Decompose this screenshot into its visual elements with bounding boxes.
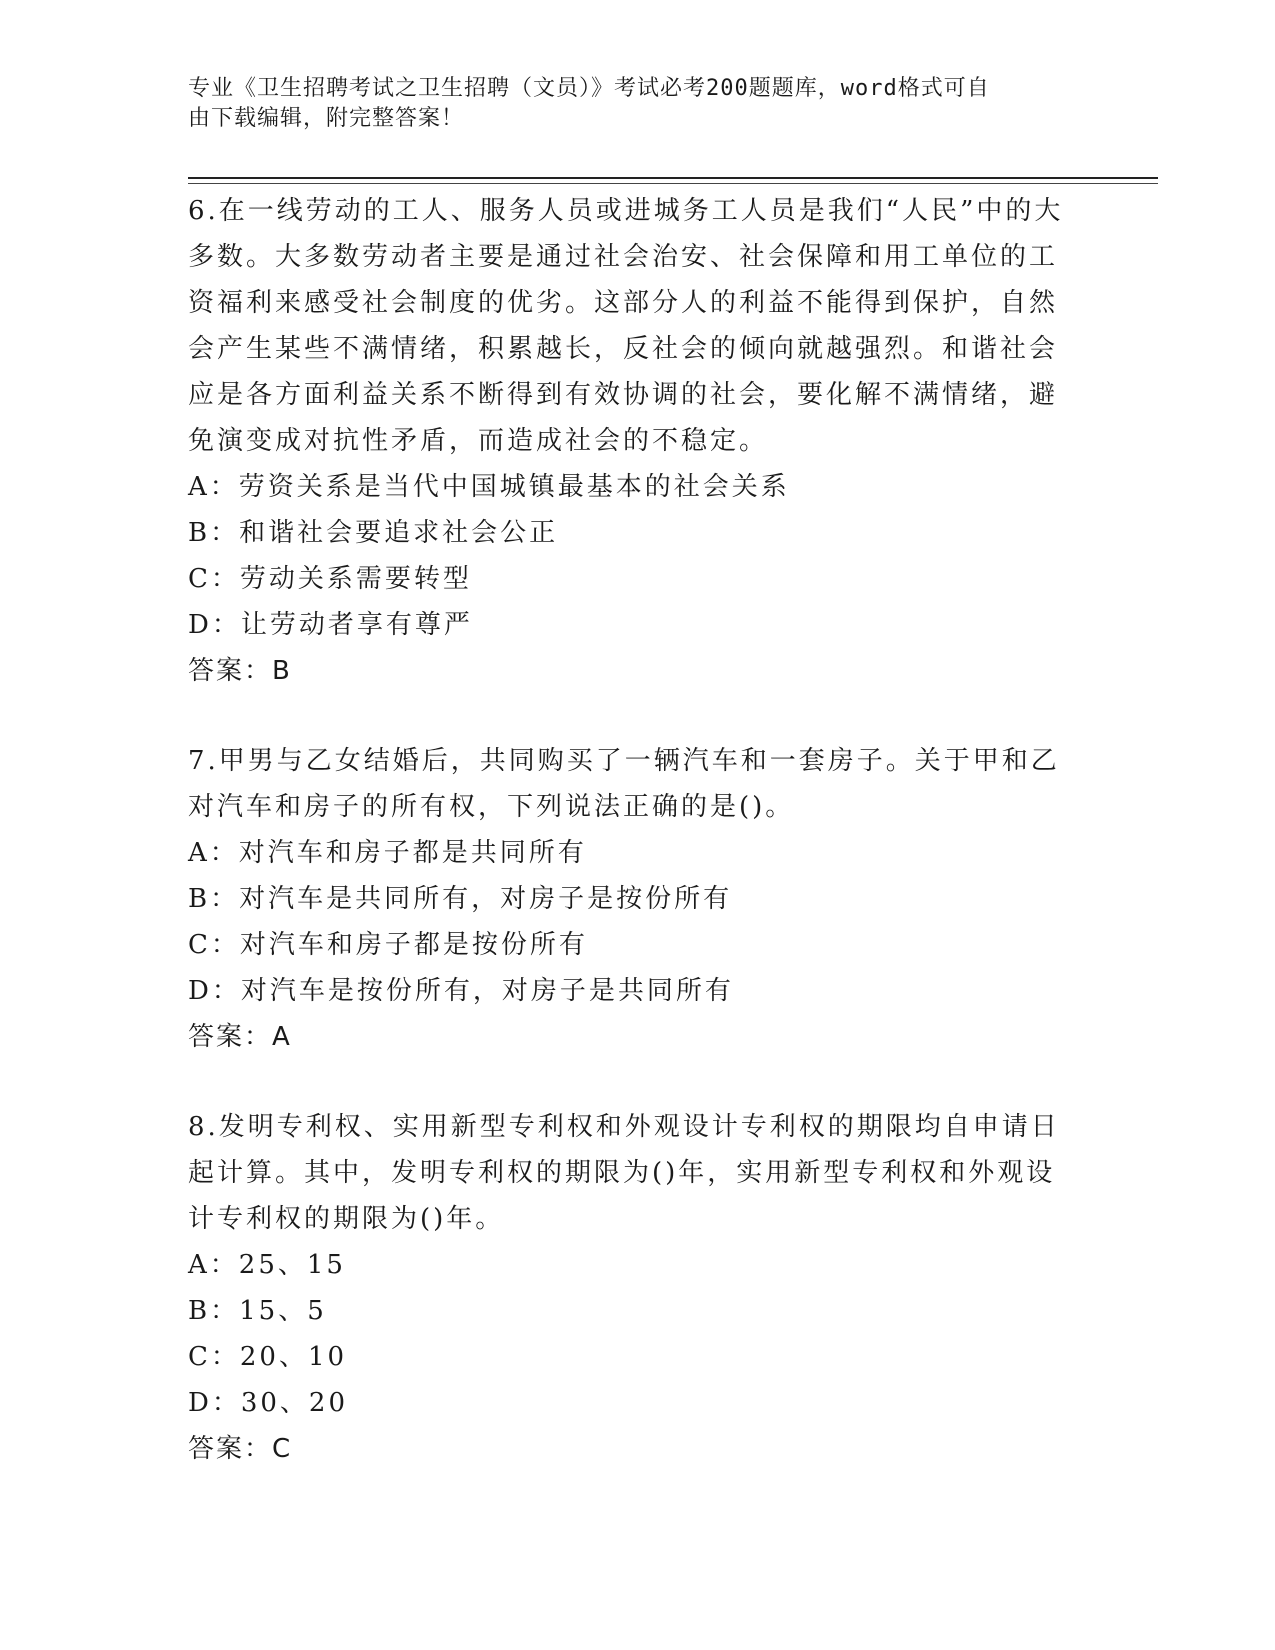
question-6	[188, 188, 1068, 694]
question-list	[188, 188, 1068, 1472]
header-divider-thick	[188, 177, 1158, 179]
option-c: C：20、10	[188, 1342, 348, 1372]
header-divider-thin	[188, 183, 1158, 184]
question-7	[188, 738, 1068, 1060]
option-a: A：25、15	[188, 1250, 346, 1280]
question-text: 6.在一线劳动的工人、服务人员或进城务工人员是我们“人民”中的大多数。大多数劳动者主要是通过社会治安、社会保障和用工单位的工资福利来感受社会制度的优劣。这部分人的利益不能得到保护，自然会产生某些不满情绪，积累越长，反社会的倾向就越强烈。和谐社会应是各方面利益关系不断得到有效协调的社会，要化解不满情绪，避免演变成对抗性矛盾，而造成社会的不稳定。	[188, 196, 1064, 456]
option-d: D：让劳动者享有尊严	[188, 610, 473, 640]
header-title-line-1: 专业《卫生招聘考试之卫生招聘（文员）》考试必考200题题库，word格式可自	[188, 76, 990, 101]
question-text: 7.甲男与乙女结婚后，共同购买了一辆汽车和一套房子。关于甲和乙对汽车和房子的所有权，下列说法正确的是()。	[188, 746, 1060, 822]
option-a: A：对汽车和房子都是共同所有	[188, 838, 587, 868]
option-a: A：劳资关系是当代中国城镇最基本的社会关系	[188, 472, 790, 502]
option-c: C：劳动关系需要转型	[188, 564, 472, 594]
option-d: D：30、20	[188, 1388, 349, 1418]
option-c: C：对汽车和房子都是按份所有	[188, 930, 588, 960]
answer-label: 答案：A	[188, 1022, 292, 1052]
question-text: 8.发明专利权、实用新型专利权和外观设计专利权的期限均自申请日起计算。其中，发明专利权的期限为()年，实用新型专利权和外观设计专利权的期限为()年。	[188, 1112, 1060, 1234]
document-header	[188, 74, 1068, 134]
question-spacer	[188, 1060, 1068, 1104]
answer-label: 答案：C	[188, 1434, 293, 1464]
question-8	[188, 1104, 1068, 1472]
question-spacer	[188, 694, 1068, 738]
option-b: B：对汽车是共同所有，对房子是按份所有	[188, 884, 733, 914]
header-title-line-2: 由下载编辑，附完整答案！	[188, 106, 465, 131]
option-d: D：对汽车是按份所有，对房子是共同所有	[188, 976, 734, 1006]
answer-label: 答案：B	[188, 656, 292, 686]
option-b: B：15、5	[188, 1296, 327, 1326]
option-b: B：和谐社会要追求社会公正	[188, 518, 559, 548]
